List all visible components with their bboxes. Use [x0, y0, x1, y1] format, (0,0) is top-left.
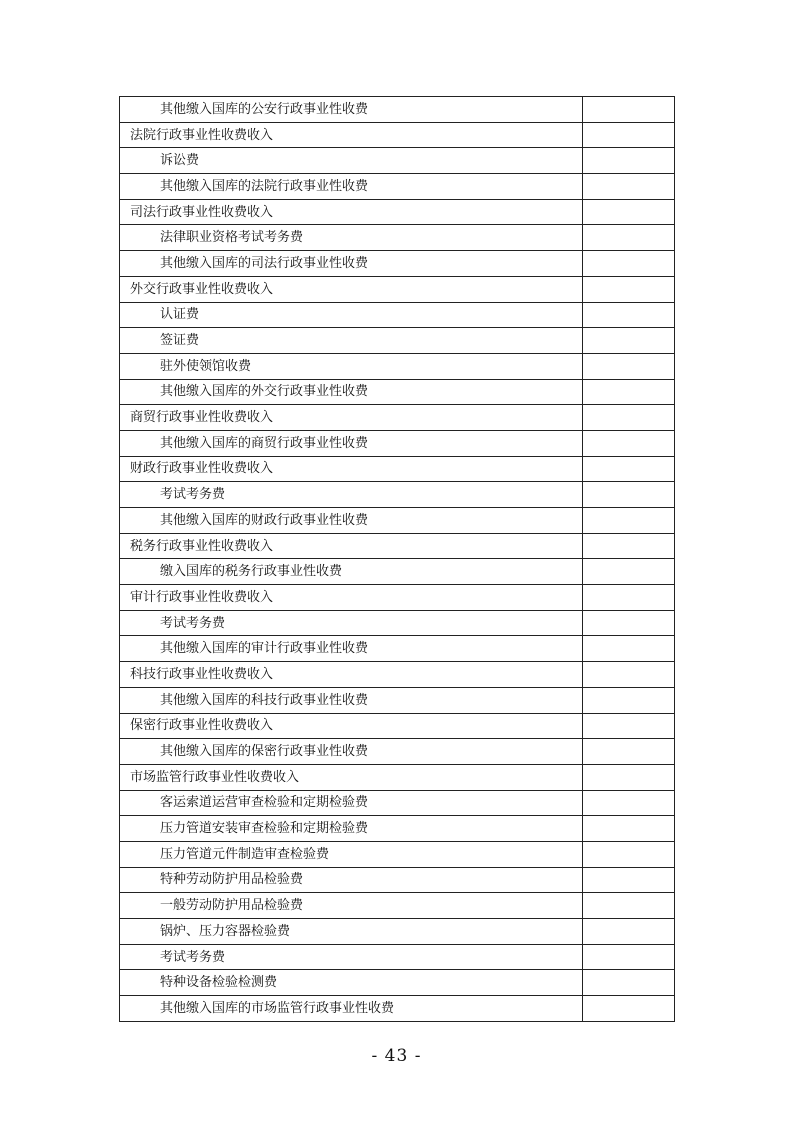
item-value-cell [583, 585, 675, 611]
table-row [120, 508, 675, 534]
table-row [120, 610, 675, 636]
item-value-cell [583, 559, 675, 585]
item-value-cell [583, 893, 675, 919]
item-value-cell [583, 919, 675, 945]
item-name-cell: 法院行政事业性收费收入 [120, 122, 583, 148]
item-value-cell [583, 610, 675, 636]
item-value-cell [583, 662, 675, 688]
item-value-cell [583, 816, 675, 842]
table-row [120, 713, 675, 739]
table-row [120, 585, 675, 611]
item-name-cell: 其他缴入国库的法院行政事业性收费 [120, 174, 583, 200]
table-row [120, 97, 675, 123]
table-row [120, 662, 675, 688]
table-row [120, 482, 675, 508]
table-row [120, 739, 675, 765]
item-name-cell: 其他缴入国库的市场监管行政事业性收费 [120, 996, 583, 1022]
item-name-cell: 压力管道元件制造审查检验费 [120, 841, 583, 867]
table-row [120, 276, 675, 302]
table-row [120, 199, 675, 225]
item-value-cell [583, 687, 675, 713]
item-name-cell: 商贸行政事业性收费收入 [120, 405, 583, 431]
item-value-cell [583, 508, 675, 534]
item-value-cell [583, 174, 675, 200]
table-row [120, 687, 675, 713]
revenue-items-table [119, 96, 675, 1022]
table-row [120, 790, 675, 816]
item-name-cell: 其他缴入国库的保密行政事业性收费 [120, 739, 583, 765]
item-value-cell [583, 97, 675, 123]
item-value-cell [583, 790, 675, 816]
table-row [120, 919, 675, 945]
item-value-cell [583, 148, 675, 174]
item-value-cell [583, 482, 675, 508]
item-name-cell: 其他缴入国库的科技行政事业性收费 [120, 687, 583, 713]
item-name-cell: 市场监管行政事业性收费收入 [120, 764, 583, 790]
table-row [120, 430, 675, 456]
item-name-cell: 签证费 [120, 328, 583, 354]
table-row [120, 456, 675, 482]
table-row [120, 174, 675, 200]
table-row [120, 893, 675, 919]
table-row [120, 636, 675, 662]
table-row [120, 302, 675, 328]
item-name-cell: 保密行政事业性收费收入 [120, 713, 583, 739]
table-row [120, 225, 675, 251]
item-name-cell: 税务行政事业性收费收入 [120, 533, 583, 559]
table-row [120, 841, 675, 867]
item-name-cell: 特种设备检验检测费 [120, 970, 583, 996]
item-name-cell: 外交行政事业性收费收入 [120, 276, 583, 302]
item-name-cell: 认证费 [120, 302, 583, 328]
item-name-cell: 其他缴入国库的商贸行政事业性收费 [120, 430, 583, 456]
item-name-cell: 考试考务费 [120, 482, 583, 508]
item-name-cell: 其他缴入国库的外交行政事业性收费 [120, 379, 583, 405]
item-value-cell [583, 379, 675, 405]
item-name-cell: 压力管道安装审查检验和定期检验费 [120, 816, 583, 842]
item-value-cell [583, 302, 675, 328]
item-value-cell [583, 764, 675, 790]
table-row [120, 148, 675, 174]
table-row [120, 353, 675, 379]
table-row [120, 996, 675, 1022]
item-name-cell: 法律职业资格考试考务费 [120, 225, 583, 251]
item-name-cell: 其他缴入国库的审计行政事业性收费 [120, 636, 583, 662]
item-value-cell [583, 405, 675, 431]
item-name-cell: 缴入国库的税务行政事业性收费 [120, 559, 583, 585]
item-value-cell [583, 199, 675, 225]
table-row [120, 328, 675, 354]
page-number: - 43 - [371, 1046, 422, 1066]
item-value-cell [583, 122, 675, 148]
table-row [120, 379, 675, 405]
table-row [120, 533, 675, 559]
item-name-cell: 其他缴入国库的财政行政事业性收费 [120, 508, 583, 534]
table-row [120, 944, 675, 970]
item-value-cell [583, 430, 675, 456]
item-name-cell: 司法行政事业性收费收入 [120, 199, 583, 225]
item-name-cell: 其他缴入国库的司法行政事业性收费 [120, 251, 583, 277]
item-value-cell [583, 533, 675, 559]
table-row [120, 405, 675, 431]
item-name-cell: 锅炉、压力容器检验费 [120, 919, 583, 945]
item-name-cell: 一般劳动防护用品检验费 [120, 893, 583, 919]
item-name-cell: 驻外使领馆收费 [120, 353, 583, 379]
table-row [120, 764, 675, 790]
item-value-cell [583, 713, 675, 739]
item-name-cell: 财政行政事业性收费收入 [120, 456, 583, 482]
table-row [120, 559, 675, 585]
item-value-cell [583, 739, 675, 765]
item-name-cell: 特种劳动防护用品检验费 [120, 867, 583, 893]
item-value-cell [583, 944, 675, 970]
item-value-cell [583, 456, 675, 482]
table-row [120, 970, 675, 996]
item-name-cell: 审计行政事业性收费收入 [120, 585, 583, 611]
item-name-cell: 科技行政事业性收费收入 [120, 662, 583, 688]
table-row [120, 867, 675, 893]
item-value-cell [583, 225, 675, 251]
item-value-cell [583, 970, 675, 996]
table-row [120, 122, 675, 148]
item-name-cell: 客运索道运营审查检验和定期检验费 [120, 790, 583, 816]
item-value-cell [583, 996, 675, 1022]
table-body [120, 97, 675, 1022]
item-name-cell: 诉讼费 [120, 148, 583, 174]
item-name-cell: 其他缴入国库的公安行政事业性收费 [120, 97, 583, 123]
table-row [120, 816, 675, 842]
item-name-cell: 考试考务费 [120, 944, 583, 970]
item-value-cell [583, 636, 675, 662]
item-value-cell [583, 328, 675, 354]
item-value-cell [583, 353, 675, 379]
table-row [120, 251, 675, 277]
item-value-cell [583, 841, 675, 867]
item-value-cell [583, 251, 675, 277]
item-value-cell [583, 867, 675, 893]
item-name-cell: 考试考务费 [120, 610, 583, 636]
item-value-cell [583, 276, 675, 302]
